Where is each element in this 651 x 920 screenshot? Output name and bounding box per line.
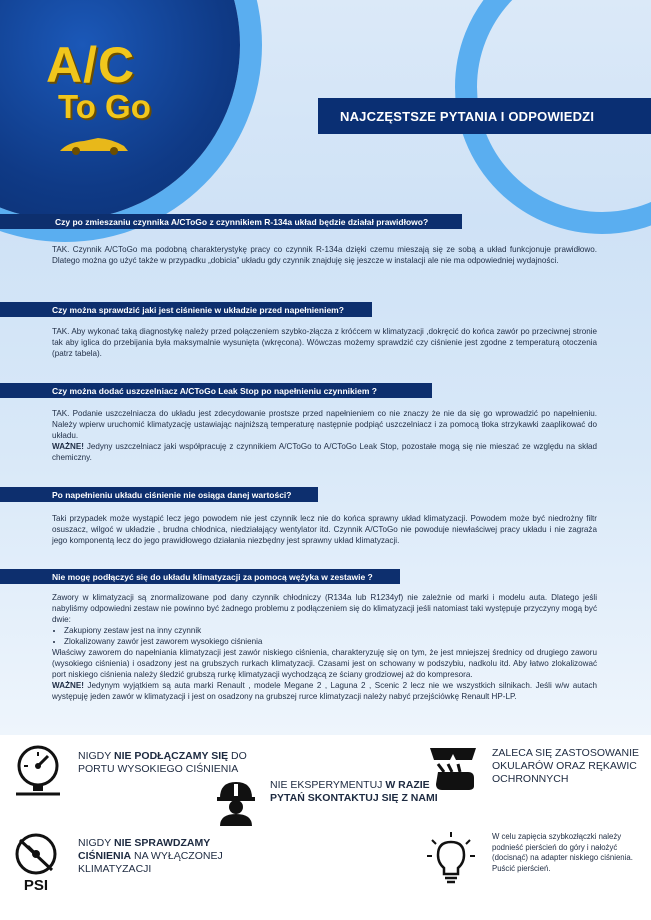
list-item: • Zakupiony zestaw jest na inny czynnik: [64, 625, 597, 636]
psi-label: PSI: [23, 877, 49, 892]
faq-question-1: [0, 214, 462, 229]
warning-high-pressure: NIGDY NIE PODŁĄCZAMY SIĘ DO PORTU WYSOKIEGO CIŚNIENIA: [78, 750, 247, 775]
faq-answer-1: [52, 244, 597, 266]
page-title-bar: [318, 98, 651, 134]
faq-answer-5-text: Zawory w klimatyzacji są znormalizowane pod dany czynnik chłodniczy (R134a lub R1234yf) nie zależnie od marki i modelu auta. Dlatego jeśli nabyliśmy odpowiedni zestaw nie powinno być żadnego problemu z podłączeniem się do klimatyzacji jeśli natomiast taki występuje przyczyny mogą być dwie:: [52, 593, 597, 624]
goggles-gloves-icon: [428, 742, 478, 794]
faq-answer-1-text: TAK. Czynnik A/CToGo ma podobną charakterystykę pracy co czynnik R-134a dzięki czemu mieszają się ze sobą a układ funkcjonuje prawidłowo. Dlatego można go użyć także w przypadku „dobicia” układu gdy czynnik znajduję się jeszcze w instalacji ale nie ma odpowiedniej wydajności.: [52, 245, 597, 265]
instruction-quick-coupler: W celu zapięcia szybkozłączki należy podnieść pierścień do góry i nałożyć (docisnąć) na adapter niskiego ciśnienia. Puścić pierścień.: [492, 832, 633, 873]
faq-answer-5: [52, 592, 597, 702]
faq-question-2: [0, 302, 372, 317]
faq-question-4: [0, 487, 318, 502]
faq-answer-4-text: Taki przypadek może wystąpić lecz jego powodem nie jest czynnik lecz nie do końca sprawny układ klimatyzacji. Powodem może być niedrożny filtr osuszacz, wilgoć w układzie , brudna chłodnica, niedziałający wentylator itd. Czynnik A/CToGo nie powoduje niewłaściwej pracy układu i nie zagraża jego komponentą lecz do jego prawidłowego działania niezbędny jest sprawny układ klimatyzacji.: [52, 514, 597, 545]
faq-answer-2-text: TAK. Aby wykonać taką diagnostykę należy przed połączeniem szybko-złącza z króćcem w klimatyzacji ,dokręcić do końca zawór po przeciwnej stronie tak aby iglica do przebijania była maksymalnie wysunięta (wkręcona). Wówczas możemy sprawdzić czy ciśnienie jest zgodne z temperaturą otoczenia (patrz tabela).: [52, 327, 597, 358]
logo-ac-text: A/C: [46, 37, 136, 93]
faq-answer-5-list: [52, 625, 597, 647]
lightbulb-icon: [426, 830, 476, 888]
faq-question-3-text: Czy można dodać uszczelniacz A/CToGo Leak Stop po napełnieniu czynnikiem ?: [52, 385, 377, 396]
worker-helmet-icon: [214, 778, 258, 826]
faq-question-5: [0, 569, 400, 584]
faq-answer-4: [52, 513, 597, 546]
faq-answer-3-text: TAK. Podanie uszczelniacza do układu jest zdecydowanie prostsze przed napełnieniem co nie znaczy że nie da się go wprowadzić po napełnieniu. Należy wpierw uruchomić klimatyzację ustawiając najniższą temperaturę następnie podpiąć uszczelniacz i za pomocą tłoka strzykawki zaaplikować do układu.: [52, 409, 597, 440]
faq-answer-3: [52, 408, 597, 463]
important-label: WAŻNE!: [52, 681, 84, 690]
faq-answer-3-important: Jedyny uszczelniacz jaki współpracuję z czynnikiem A/CToGo to A/CToGo Leak Stop, pozostałe mogą się nie mieszać ze względu na skład chemiczny.: [52, 442, 597, 462]
faq-answer-5-important: Jedynym wyjątkiem są auta marki Renault , modele Megane 2 , Laguna 2 , Scenic 2 lecz nie we wszystkich silnikach. Jeśli w/w autach występuję jeden zawór w klimatyzacji i jest on osadzony na grubszej rurce klimatyzacji należy nabyć przejściówkę Renault HP-LP.: [52, 681, 597, 701]
warning-no-check-off: NIGDY NIE SPRAWDZAMY CIŚNIENIA NA WYŁĄCZONEJ KLIMATYZACJI: [78, 837, 223, 875]
list-item: • Zlokalizowany zawór jest zaworem wysokiego ciśnienia: [64, 636, 597, 647]
faq-question-5-text: Nie mogę podłączyć się do układu klimatyzacji za pomocą wężyka w zestawie ?: [52, 571, 373, 582]
warning-contact-us: NIE EKSPERYMENTUJ W RAZIE PYTAŃ SKONTAKTUJ SIĘ Z NAMI: [270, 779, 438, 804]
warning-protective-gear: ZALECA SIĘ ZASTOSOWANIE OKULARÓW ORAZ RĘKAWIC OCHRONNYCH: [492, 747, 640, 785]
important-label: WAŻNE!: [52, 442, 84, 451]
faq-answer-5-text-2: Właściwy zaworem do napełniania klimatyzacji jest zawór niskiego ciśnienia, charakteryzuję się on tym, że jest mniejszej średnicy od drugiego zaworu (wysokiego ciśnienia) i osadzony jest na grubszych rurkach klimatyzacji. Czasami jest on schowany w podszybiu, nadkolu itd. Aby łatwo zlokalizować port niskiego ciśnienia należy śledzić grubszą rurkę klimatyzacji wychodzącą ze ściany grodziowej aż do kompresora.: [52, 648, 597, 679]
faq-question-3: [0, 383, 432, 398]
page-title: NAJCZĘSTSZE PYTANIA I ODPOWIEDZI: [340, 108, 595, 124]
faq-question-4-text: Po napełnieniu układu ciśnienie nie osiąga danej wartości?: [52, 489, 292, 500]
faq-question-1-text: Czy po zmieszaniu czynnika A/CToGo z czynnikiem R-134a układ będzie działał prawidłowo?: [55, 216, 429, 227]
psi-gauge-icon: [10, 832, 62, 892]
pressure-gauge-icon: [14, 742, 62, 800]
faq-question-2-text: Czy można sprawdzić jaki jest ciśnienie w układzie przed napełnieniem?: [52, 304, 344, 315]
logo-togo-text: To Go: [58, 88, 151, 125]
faq-answer-2: [52, 326, 597, 359]
car-icon: [58, 134, 130, 156]
